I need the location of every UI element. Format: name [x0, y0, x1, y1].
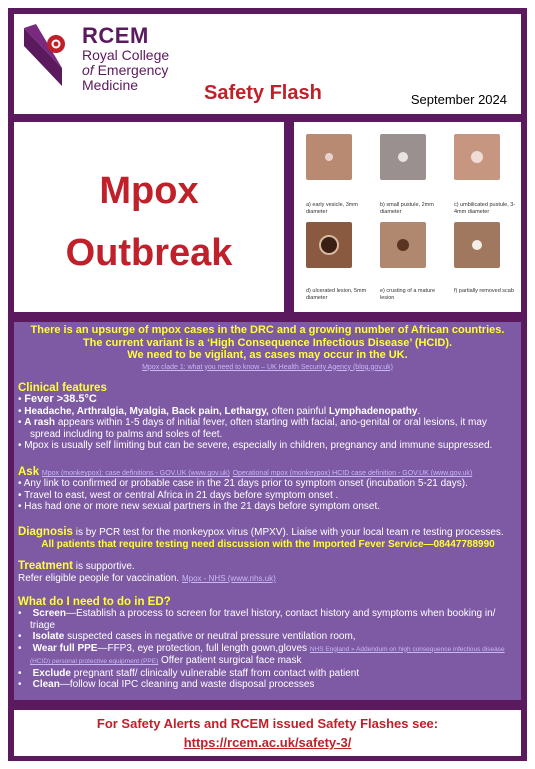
ask-section — [18, 466, 518, 513]
diagnosis-line — [18, 526, 518, 539]
action-exclude: • Exclude pregnant staff/ clinically vulnerable staff from contact with patient — [18, 667, 360, 679]
action-isolate-bold: Isolate — [32, 631, 65, 642]
rcem-logo-icon — [22, 22, 70, 88]
action-exclude-text: pregnant staff/ clinically vulnerable staff from contact with patient — [70, 667, 360, 679]
vaccination-line — [18, 573, 518, 585]
content-panel — [14, 322, 521, 700]
action-clean: • Clean—follow local IPC cleaning and waste disposal processes — [18, 679, 315, 690]
treatment-section — [18, 560, 518, 585]
ed-actions-list — [18, 608, 518, 691]
symptoms-end: Lymphadenopathy — [328, 405, 418, 417]
lesion-image-f — [454, 222, 500, 268]
action-exclude-bold: Exclude — [32, 667, 71, 679]
lesion-image-e — [380, 222, 426, 268]
diagnosis-section — [18, 526, 518, 551]
ask-item: • Travel to east, west or central Africa in 21 days before symptom onset . — [18, 489, 339, 501]
lesion-caption-b: b) small pustule, 2mm diameter — [380, 202, 434, 215]
ask-item: • Has had one or more new sexual partners in the 21 days before symptom onset. — [18, 501, 381, 512]
publication-date: September 2024 — [410, 92, 507, 107]
action-ppe-bold: Wear full PPE — [32, 642, 98, 654]
clinical-features-list — [18, 394, 518, 452]
lesion-caption-e: e) crusting of a mature lesion — [380, 288, 436, 301]
self-limiting-text: Mpox is usually self limiting but can be severe, especially in children, pregnancy and immune suppressed. — [24, 440, 493, 451]
clinical-item-self-limiting: • Mpox is usually self limiting but can be severe, especially in children, pregnancy and immune suppressed. — [18, 440, 493, 451]
safety-flash-title: Safety Flash — [204, 82, 322, 104]
action-ppe: • Wear full PPE—FFP3, eye protection, full length gown,gloves NHS England » Addendum on high consequence infectious disease (HCID) personal protective equipment (PPE) Offer patient surgical face mask — [18, 642, 505, 666]
ask-heading-row — [18, 466, 518, 478]
clinical-features-heading: Clinical features — [18, 382, 107, 394]
logo-line-3: Medicine — [82, 77, 139, 93]
vaccination-text: Refer eligible people for vaccination. — [18, 573, 182, 584]
clinical-item-fever: • Fever >38.5°C — [18, 393, 97, 405]
mpox-clade-link[interactable]: Mpox clade 1: what you need to know – UK Health Security Agency (blog.gov.uk) — [142, 363, 393, 371]
lesion-image-c — [454, 134, 500, 180]
lesion-caption-a: a) early vesicle, 3mm diameter — [306, 202, 358, 215]
ask-list — [18, 478, 518, 513]
header — [14, 14, 521, 114]
action-screen-text: —Establish a process to screen for travel history, contact history and symptoms when booking in/ triage — [30, 608, 496, 631]
rash-bold: A rash — [24, 417, 56, 428]
intro-line-3: We need to be vigilant, as cases may occur in the UK. — [127, 349, 408, 361]
intro-line-1: There is an upsurge of mpox cases in the DRC and a growing number of African countries. — [30, 324, 505, 336]
treatment-text: is supportive. — [72, 561, 135, 572]
treatment-line — [18, 560, 518, 573]
action-isolate-text: suspected cases in negative or neutral pressure ventilation room, — [64, 631, 356, 642]
hcid-ppe-link[interactable]: NHS England » Addendum on high consequence infectious disease (HCID) personal protective equipment (PPE) — [30, 645, 505, 665]
action-screen: • Screen—Establish a process to screen for travel history, contact history and symptoms when booking in/ triage — [18, 608, 496, 631]
symptoms-bold: Headache, Arthralgia, Myalgia, Back pain, Lethargy, — [24, 405, 269, 417]
logo-line-2 — [82, 63, 169, 78]
logo-rcem: RCEM — [82, 23, 149, 48]
logo-line-1: Royal College — [82, 47, 170, 63]
lesion-image-a — [306, 134, 352, 180]
ask-item: • Any link to confirmed or probable case in the 21 days prior to symptom onset (incubation 5-21 days). — [18, 478, 468, 489]
intro-block — [14, 322, 521, 362]
action-isolate: • Isolate suspected cases in negative or neutral pressure ventilation room, — [18, 631, 356, 642]
nhs-mpox-link[interactable]: Mpox - NHS (www.nhs.uk) — [181, 574, 276, 583]
footer-text: For Safety Alerts and RCEM issued Safety Flashes see: — [96, 716, 439, 731]
rash-text: appears within 1-5 days of initial fever, often starting with facial, ano-genital or oral lesions, it may spread including to palms and soles of feet. — [30, 417, 487, 440]
clinical-item-rash: • A rash appears within 1-5 days of initial fever, often starting with facial, ano-genital or oral lesions, it may spread including to palms and soles of feet. — [18, 417, 487, 440]
treatment-heading: Treatment — [18, 560, 73, 572]
intro-link-row — [14, 362, 521, 373]
diagnosis-heading: Diagnosis — [18, 526, 73, 538]
action-ppe-text: —FFP3, eye protection, full length gown,gloves — [97, 642, 310, 654]
logo-emergency: Emergency — [97, 62, 169, 78]
ed-actions-section — [18, 596, 518, 691]
logo-wordmark — [82, 24, 169, 93]
lesion-image-b — [380, 134, 426, 180]
clinical-item-symptoms: • Headache, Arthralgia, Myalgia, Back pain, Lethargy, often painful Lymphadenopathy. — [18, 405, 421, 417]
diagnosis-text: is by PCR test for the monkeypox virus (MPXV). Liaise with your local team re testing processes. — [72, 527, 504, 538]
case-definitions-link[interactable]: Mpox (monkeypox): case definitions - GOV.UK (www.gov.uk) — [41, 470, 230, 477]
lesion-image-d — [306, 222, 352, 268]
title-box — [14, 122, 284, 312]
ask-item-text: Has had one or more new sexual partners in the 21 days before symptom onset. — [24, 501, 381, 512]
action-clean-text: —follow local IPC cleaning and waste disposal processes — [59, 679, 315, 690]
ask-item-text: Any link to confirmed or probable case in the 21 days prior to symptom onset (incubation 5-21 days). — [23, 478, 468, 489]
logo-of: of — [82, 62, 94, 78]
clinical-features-section — [18, 382, 518, 452]
intro-line-2: The current variant is a ‘High Consequence Infectious Disease’ (HCID). — [82, 336, 453, 349]
action-screen-bold: Screen — [32, 608, 66, 619]
hcid-case-definition-link[interactable]: Operational mpox (monkeypox) HCID case definition - GOV.UK (www.gov.uk) — [232, 470, 473, 477]
ed-actions-heading: What do I need to do in ED? — [18, 596, 171, 608]
lesion-image-grid — [294, 122, 521, 312]
action-clean-bold: Clean — [32, 679, 60, 690]
title-mpox: Mpox — [99, 170, 199, 212]
lesion-caption-d: d) ulcerated lesion, 5mm diameter — [306, 288, 367, 301]
lesion-caption-c: c) umbilicated pustule, 3-4mm diameter — [454, 202, 516, 215]
action-ppe-end: Offer patient surgical face mask — [158, 655, 302, 666]
footer — [14, 710, 521, 756]
fever-text: Fever >38.5°C — [24, 393, 97, 405]
lesion-caption-f: f) partially removed scab — [454, 288, 514, 294]
safety-link[interactable]: https://rcem.ac.uk/safety-3/ — [183, 735, 352, 750]
title-outbreak: Outbreak — [65, 232, 233, 274]
ask-heading: Ask — [18, 466, 40, 478]
ask-item-text: Travel to east, west or central Africa in 21 days before symptom onset . — [24, 489, 339, 501]
symptoms-mid: often painful — [268, 405, 329, 417]
imported-fever-service-text: All patients that require testing need discussion with the Imported Fever Service—08447788990 — [41, 539, 495, 550]
